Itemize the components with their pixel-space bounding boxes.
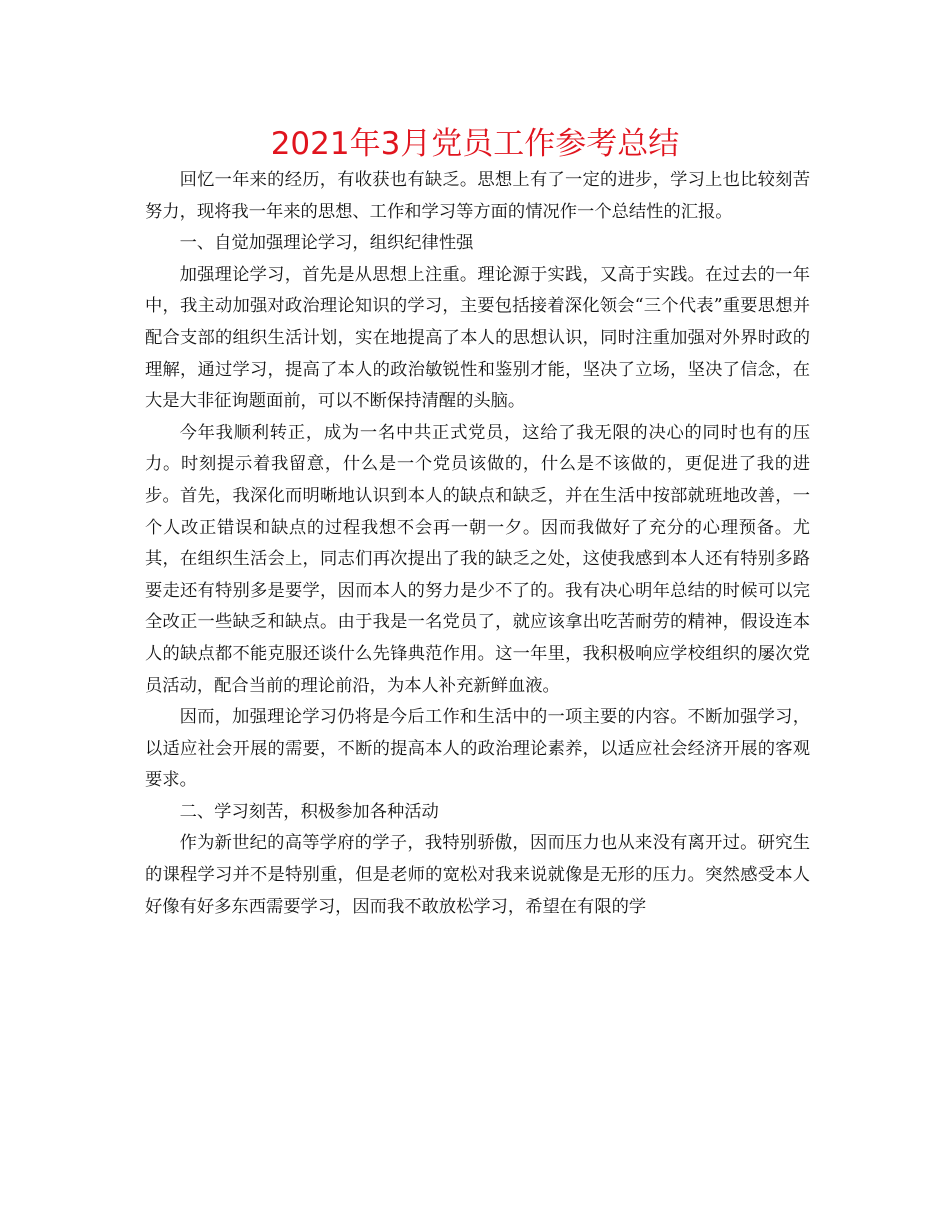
- document-title: 2021年3月党员工作参考总结: [270, 126, 680, 162]
- body-paragraph: 加强理论学习，首先是从思想上注重。理论源于实践，又高于实践。在过去的一年中，我主动加强对政治理论知识的学习，主要包括接着深化领会“三个代表”重要思想并配合支部的组织生活计划，实在地提高了本人的思想认识，同时注重加强对外界时政的理解，通过学习，提高了本人的政治敏锐性和鉴别才能，坚决了立场，坚决了信念，在大是大非征询题面前，可以不断保持清醒的头脑。: [145, 264, 810, 412]
- body-paragraph: 今年我顺利转正，成为一名中共正式党员，这给了我无限的决心的同时也有的压力。时刻提示着我留意，什么是一个党员该做的，什么是不该做的，更促进了我的进步。首先，我深化而明晰地认识到本人的缺点和缺乏，并在生活中按部就班地改善，一个人改正错误和缺点的过程我想不会再一朝一夕。因而我做好了充分的心理预备。尤其，在组织生活会上，同志们再次提出了我的缺乏之处，这使我感到本人还有特别多路要走还有特别多是要学，因而本人的努力是少不了的。我有决心明年总结的时候可以完全改正一些缺乏和缺点。由于我是一名党员了，就应该拿出吃苦耐劳的精神，假设连本人的缺点都不能克服还谈什么先锋典范作用。这一年里，我积极响应学校组织的屡次党员活动，配合当前的理论前沿，为本人补充新鲜血液。: [145, 422, 810, 696]
- section-heading-2: 二、学习刻苦，积极参加各种活动: [179, 801, 439, 822]
- document-body: [145, 165, 810, 923]
- section-heading-1: 一、自觉加强理论学习，组织纪律性强: [179, 233, 474, 254]
- body-paragraph: 因而，加强理论学习仍将是今后工作和生活中的一项主要的内容。不断加强学习，以适应社会开展的需要，不断的提高本人的政治理论素养，以适应社会经济开展的客观要求。: [145, 707, 810, 791]
- intro-paragraph: 回忆一年来的经历，有收获也有缺乏。思想上有了一定的进步，学习上也比较刻苦努力，现将我一年来的思想、工作和学习等方面的情况作一个总结性的汇报。: [145, 170, 810, 222]
- body-paragraph: 作为新世纪的高等学府的学子，我特别骄傲，因而压力也从来没有离开过。研究生的课程学习并不是特别重，但是老师的宽松对我来说就像是无形的压力。突然感受本人好像有好多东西需要学习，因而我不敢放松学习，希望在有限的学: [145, 833, 810, 917]
